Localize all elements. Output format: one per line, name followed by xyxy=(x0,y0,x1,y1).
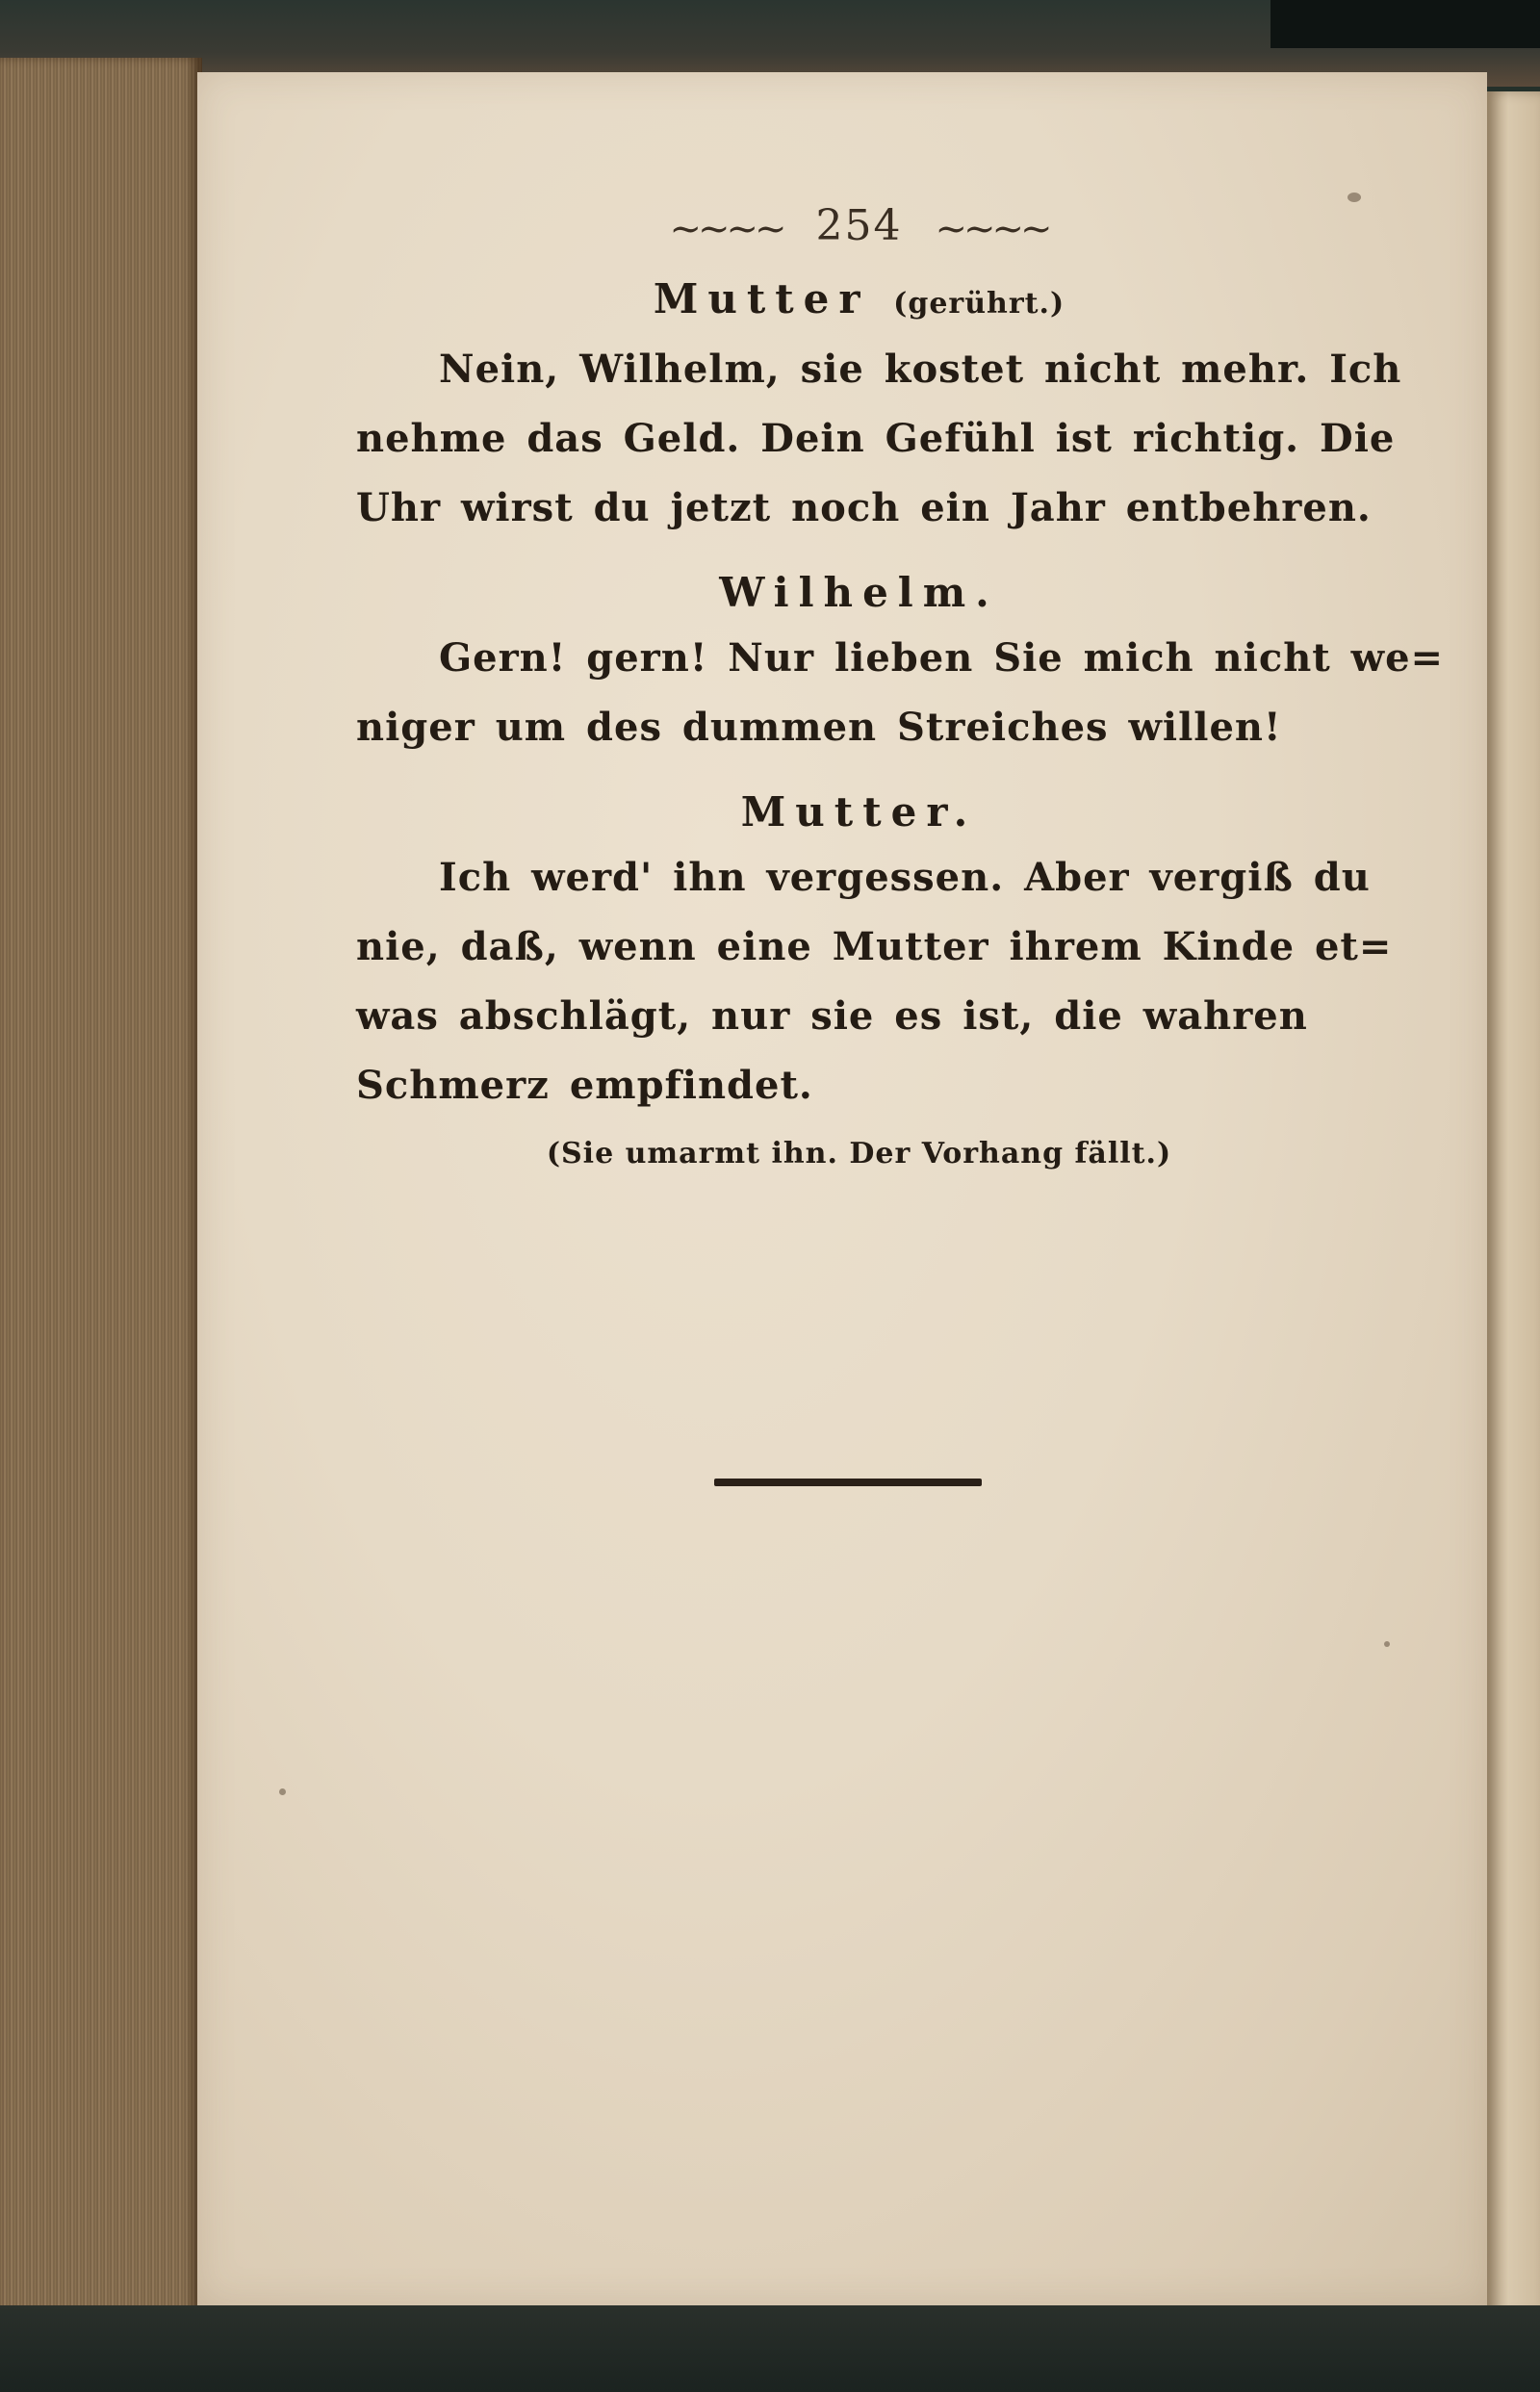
book-cover-bottom xyxy=(0,2305,1540,2392)
paper-spot xyxy=(279,1788,286,1795)
speaker-name xyxy=(356,562,1362,624)
speech-line: nehme das Geld. Dein Gefühl ist richtig. Die xyxy=(356,416,1396,461)
page-header xyxy=(356,197,1362,255)
speech-line: was abschlägt, nur sie es ist, die wahren xyxy=(356,993,1308,1039)
speech-line: nie, daß, wenn eine Mutter ihrem Kinde et= xyxy=(356,924,1393,969)
speaker-label: Mutter xyxy=(653,275,870,322)
speaker-label: Mutter. xyxy=(740,788,978,836)
speech xyxy=(356,335,1402,543)
header-ornament-left: ~~~~ xyxy=(669,206,783,251)
header-ornament-right: ~~~~ xyxy=(935,206,1049,251)
speech-line: Nein, Wilhelm, sie kostet nicht mehr. Ich xyxy=(439,347,1402,392)
speech-line: Gern! gern! Nur lieben Sie mich nicht we= xyxy=(439,635,1445,681)
speaker-name xyxy=(356,782,1362,843)
page-number: 254 xyxy=(815,201,903,250)
speaker-label: Wilhelm. xyxy=(719,569,999,616)
speech-line: Ich werd' ihn vergessen. Aber vergiß du xyxy=(439,855,1371,900)
speech-line: Schmerz empfindet. xyxy=(356,1063,813,1108)
page-text xyxy=(356,197,1445,1180)
stage-direction: (gerührt.) xyxy=(893,287,1065,321)
book-cover-corner xyxy=(1270,0,1540,48)
speaker-name xyxy=(356,269,1362,335)
page-edges xyxy=(0,58,202,2315)
speech-line: niger um des dummen Streiches willen! xyxy=(356,705,1282,750)
paper-spot xyxy=(1384,1641,1390,1647)
end-rule xyxy=(714,1479,982,1486)
speech xyxy=(356,843,1393,1120)
closing-stage-direction: (Sie umarmt ihn. Der Vorhang fällt.) xyxy=(546,1137,1172,1170)
speech xyxy=(356,624,1445,762)
facing-page-edge xyxy=(1487,91,1540,2315)
speech-line: Uhr wirst du jetzt noch ein Jahr entbehren. xyxy=(356,485,1372,530)
